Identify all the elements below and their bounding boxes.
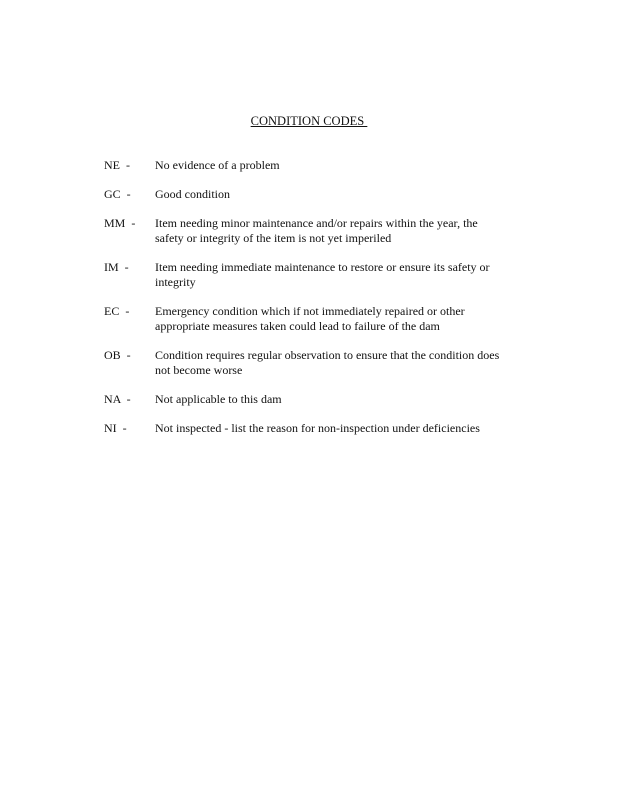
code-row-gc [104, 187, 504, 202]
condition-codes-list [104, 158, 504, 450]
code-label: GC - [104, 187, 131, 201]
code-description: Emergency condition which if not immediately repaired or other appropriate measures taken could lead to failure of the dam [155, 304, 465, 333]
code-label: MM - [104, 216, 136, 230]
code-label: OB - [104, 348, 131, 362]
code-label: NE - [104, 158, 130, 172]
code-description: No evidence of a problem [155, 158, 280, 172]
code-row-ob [104, 348, 504, 378]
code-row-ne [104, 158, 504, 173]
code-description: Condition requires regular observation to ensure that the condition does not become worse [155, 348, 500, 377]
page-title: CONDITION CODES [250, 114, 368, 128]
code-row-im [104, 260, 504, 290]
code-row-na [104, 392, 504, 407]
code-description: Not applicable to this dam [155, 392, 282, 406]
code-row-ni [104, 421, 504, 436]
code-label: NI - [104, 421, 127, 435]
code-description: Item needing immediate maintenance to restore or ensure its safety or integrity [155, 260, 490, 289]
code-row-ec [104, 304, 504, 334]
code-description: Not inspected - list the reason for non-inspection under deficiencies [155, 421, 480, 435]
code-row-mm [104, 216, 504, 246]
code-label: NA - [104, 392, 131, 406]
code-description: Item needing minor maintenance and/or repairs within the year, the safety or integrity of the item is not yet imperiled [155, 216, 478, 245]
code-description: Good condition [155, 187, 230, 201]
code-label: EC - [104, 304, 130, 318]
code-label: IM - [104, 260, 129, 274]
